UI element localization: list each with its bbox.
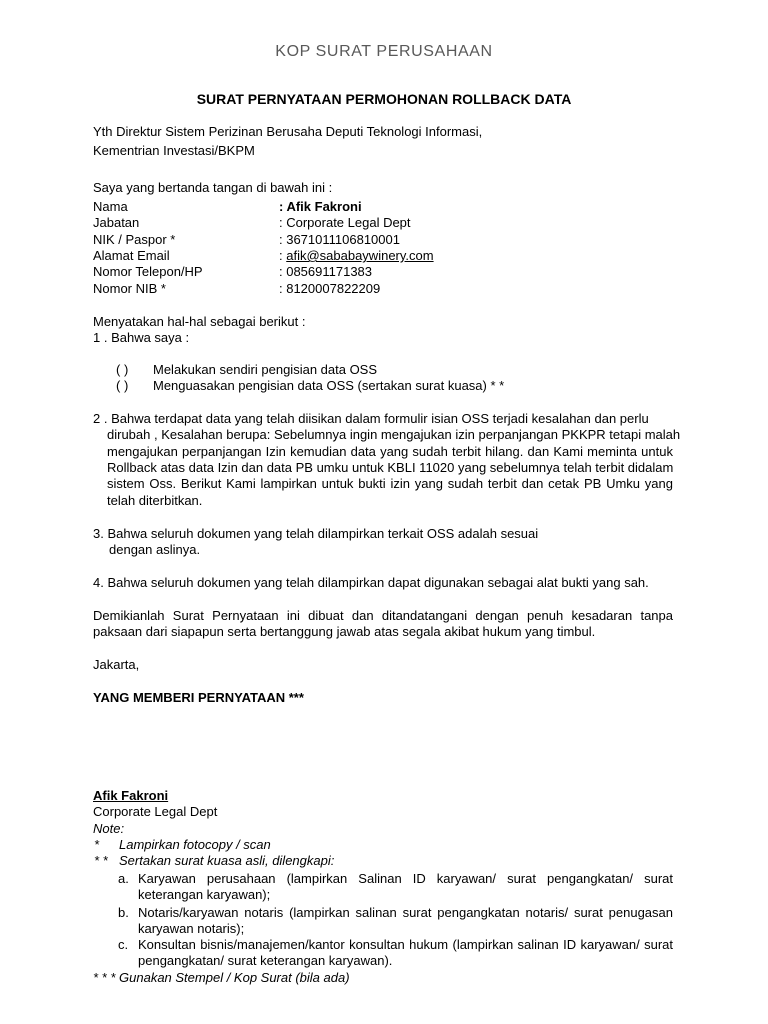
signer-heading: YANG MEMBERI PERNYATAAN ***	[93, 690, 304, 705]
point-2-line-6: telah diterbitkan.	[107, 493, 203, 508]
point-1: 1 . Bahwa saya :	[93, 330, 190, 345]
recipient-line-2: Kementrian Investasi/BKPM	[93, 143, 255, 158]
point-4: 4. Bahwa seluruh dokumen yang telah dilampirkan dapat digunakan sebagai alat bukti yang sah.	[93, 575, 649, 590]
identity-label-phone: Nomor Telepon/HP	[93, 264, 203, 279]
identity-label-position: Jabatan	[93, 215, 140, 230]
note-2-text: Sertakan surat kuasa asli, dilengkapi:	[119, 853, 335, 868]
intro-text: Saya yang bertanda tangan di bawah ini :	[93, 180, 333, 195]
point-2-line-5: sistem Oss. Berikut Kami lampirkan untuk bukti izin yang sudah terbit dan cetak PB Umku yang	[107, 476, 673, 491]
note-item-a-marker: a.	[118, 871, 129, 886]
point-2-line-2: dirubah , Kesalahan berupa: Sebelumnya ingin mengajukan izin perpanjangan PKKPR tetapi malah	[107, 427, 681, 442]
identity-value-phone: : 085691171383	[279, 264, 373, 279]
identity-value-email-row	[279, 248, 434, 264]
option-2-checkbox[interactable]: ( )	[116, 378, 129, 393]
option-2-label: Menguasakan pengisian data OSS (sertakan surat kuasa) * *	[153, 378, 505, 393]
identity-label-nib: Nomor NIB *	[93, 281, 166, 296]
note-2-marker: * *	[94, 853, 108, 868]
note-3: * * * Gunakan Stempel / Kop Surat (bila ada)	[93, 970, 350, 985]
note-item-c	[118, 937, 673, 970]
note-item-b-marker: b.	[118, 905, 129, 920]
option-1-label: Melakukan sendiri pengisian data OSS	[153, 362, 378, 377]
signer-name: Afik Fakroni	[93, 788, 169, 803]
note-item-b-text: Notaris/karyawan notaris (lampirkan salinan surat pengangkatan notaris/ surat penugasan karyawan notaris);	[138, 905, 673, 937]
identity-label-nik: NIK / Paspor *	[93, 232, 176, 247]
statement-intro: Menyatakan hal-hal sebagai berikut :	[93, 314, 306, 329]
point-2-line-1: 2 . Bahwa terdapat data yang telah diisikan dalam formulir isian OSS terjadi kesalahan dan perlu	[93, 411, 649, 426]
document-title: SURAT PERNYATAAN PERMOHONAN ROLLBACK DATA	[196, 91, 572, 107]
email-link[interactable]: afik@sababaywinery.com	[286, 248, 434, 263]
identity-label-email: Alamat Email	[93, 248, 170, 263]
note-item-b	[118, 905, 673, 938]
place-date: Jakarta,	[93, 657, 140, 672]
note-item-c-marker: c.	[118, 937, 129, 952]
point-2-line-3: mengajukan perpanjangan Izin kemudian data yang sudah terbit hilang. dan Kami meminta untuk	[107, 444, 673, 459]
notes-label: Note:	[93, 821, 125, 836]
note-item-c-text: Konsultan bisnis/manajemen/kantor konsultan hukum (lampirkan salinan ID karyawan/ surat pengangkatan/ surat keterangan karyawan).	[138, 937, 673, 969]
point-2-line-4: Rollback atas data Izin dan data PB umku untuk KBLI 11020 yang sebelumnya telah terbit didalam	[107, 460, 674, 475]
identity-value-nik: : 3671011106810001	[279, 232, 400, 247]
recipient-line-1: Yth Direktur Sistem Perizinan Berusaha Deputi Teknologi Informasi,	[93, 124, 483, 139]
note-item-a-text: Karyawan perusahaan (lampirkan Salinan ID karyawan/ surat pengangkatan/ surat keterangan karyawan);	[138, 871, 673, 903]
note-1-text: Lampirkan fotocopy / scan	[119, 837, 271, 852]
letterhead-placeholder: KOP SURAT PERUSAHAAN	[275, 43, 493, 60]
identity-value-name: : Afik Fakroni	[279, 199, 362, 214]
identity-value-nib: : 8120007822209	[279, 281, 381, 296]
point-3-line-1: 3. Bahwa seluruh dokumen yang telah dilampirkan terkait OSS adalah sesuai	[93, 526, 539, 541]
note-item-a	[118, 871, 673, 904]
point-3-line-2: dengan aslinya.	[109, 542, 201, 557]
closing-paragraph: Demikianlah Surat Pernyataan ini dibuat dan ditandatangani dengan penuh kesadaran tanpa paksaan dari siapapun serta bertanggung jawab atas segala akibat hukum yang timbul.	[93, 608, 673, 640]
option-1-checkbox[interactable]: ( )	[116, 362, 129, 377]
note-1-marker: *	[94, 837, 100, 852]
email-prefix: :	[279, 248, 287, 263]
identity-value-position: : Corporate Legal Dept	[279, 215, 411, 230]
signer-position: Corporate Legal Dept	[93, 804, 218, 819]
identity-label-name: Nama	[93, 199, 128, 214]
